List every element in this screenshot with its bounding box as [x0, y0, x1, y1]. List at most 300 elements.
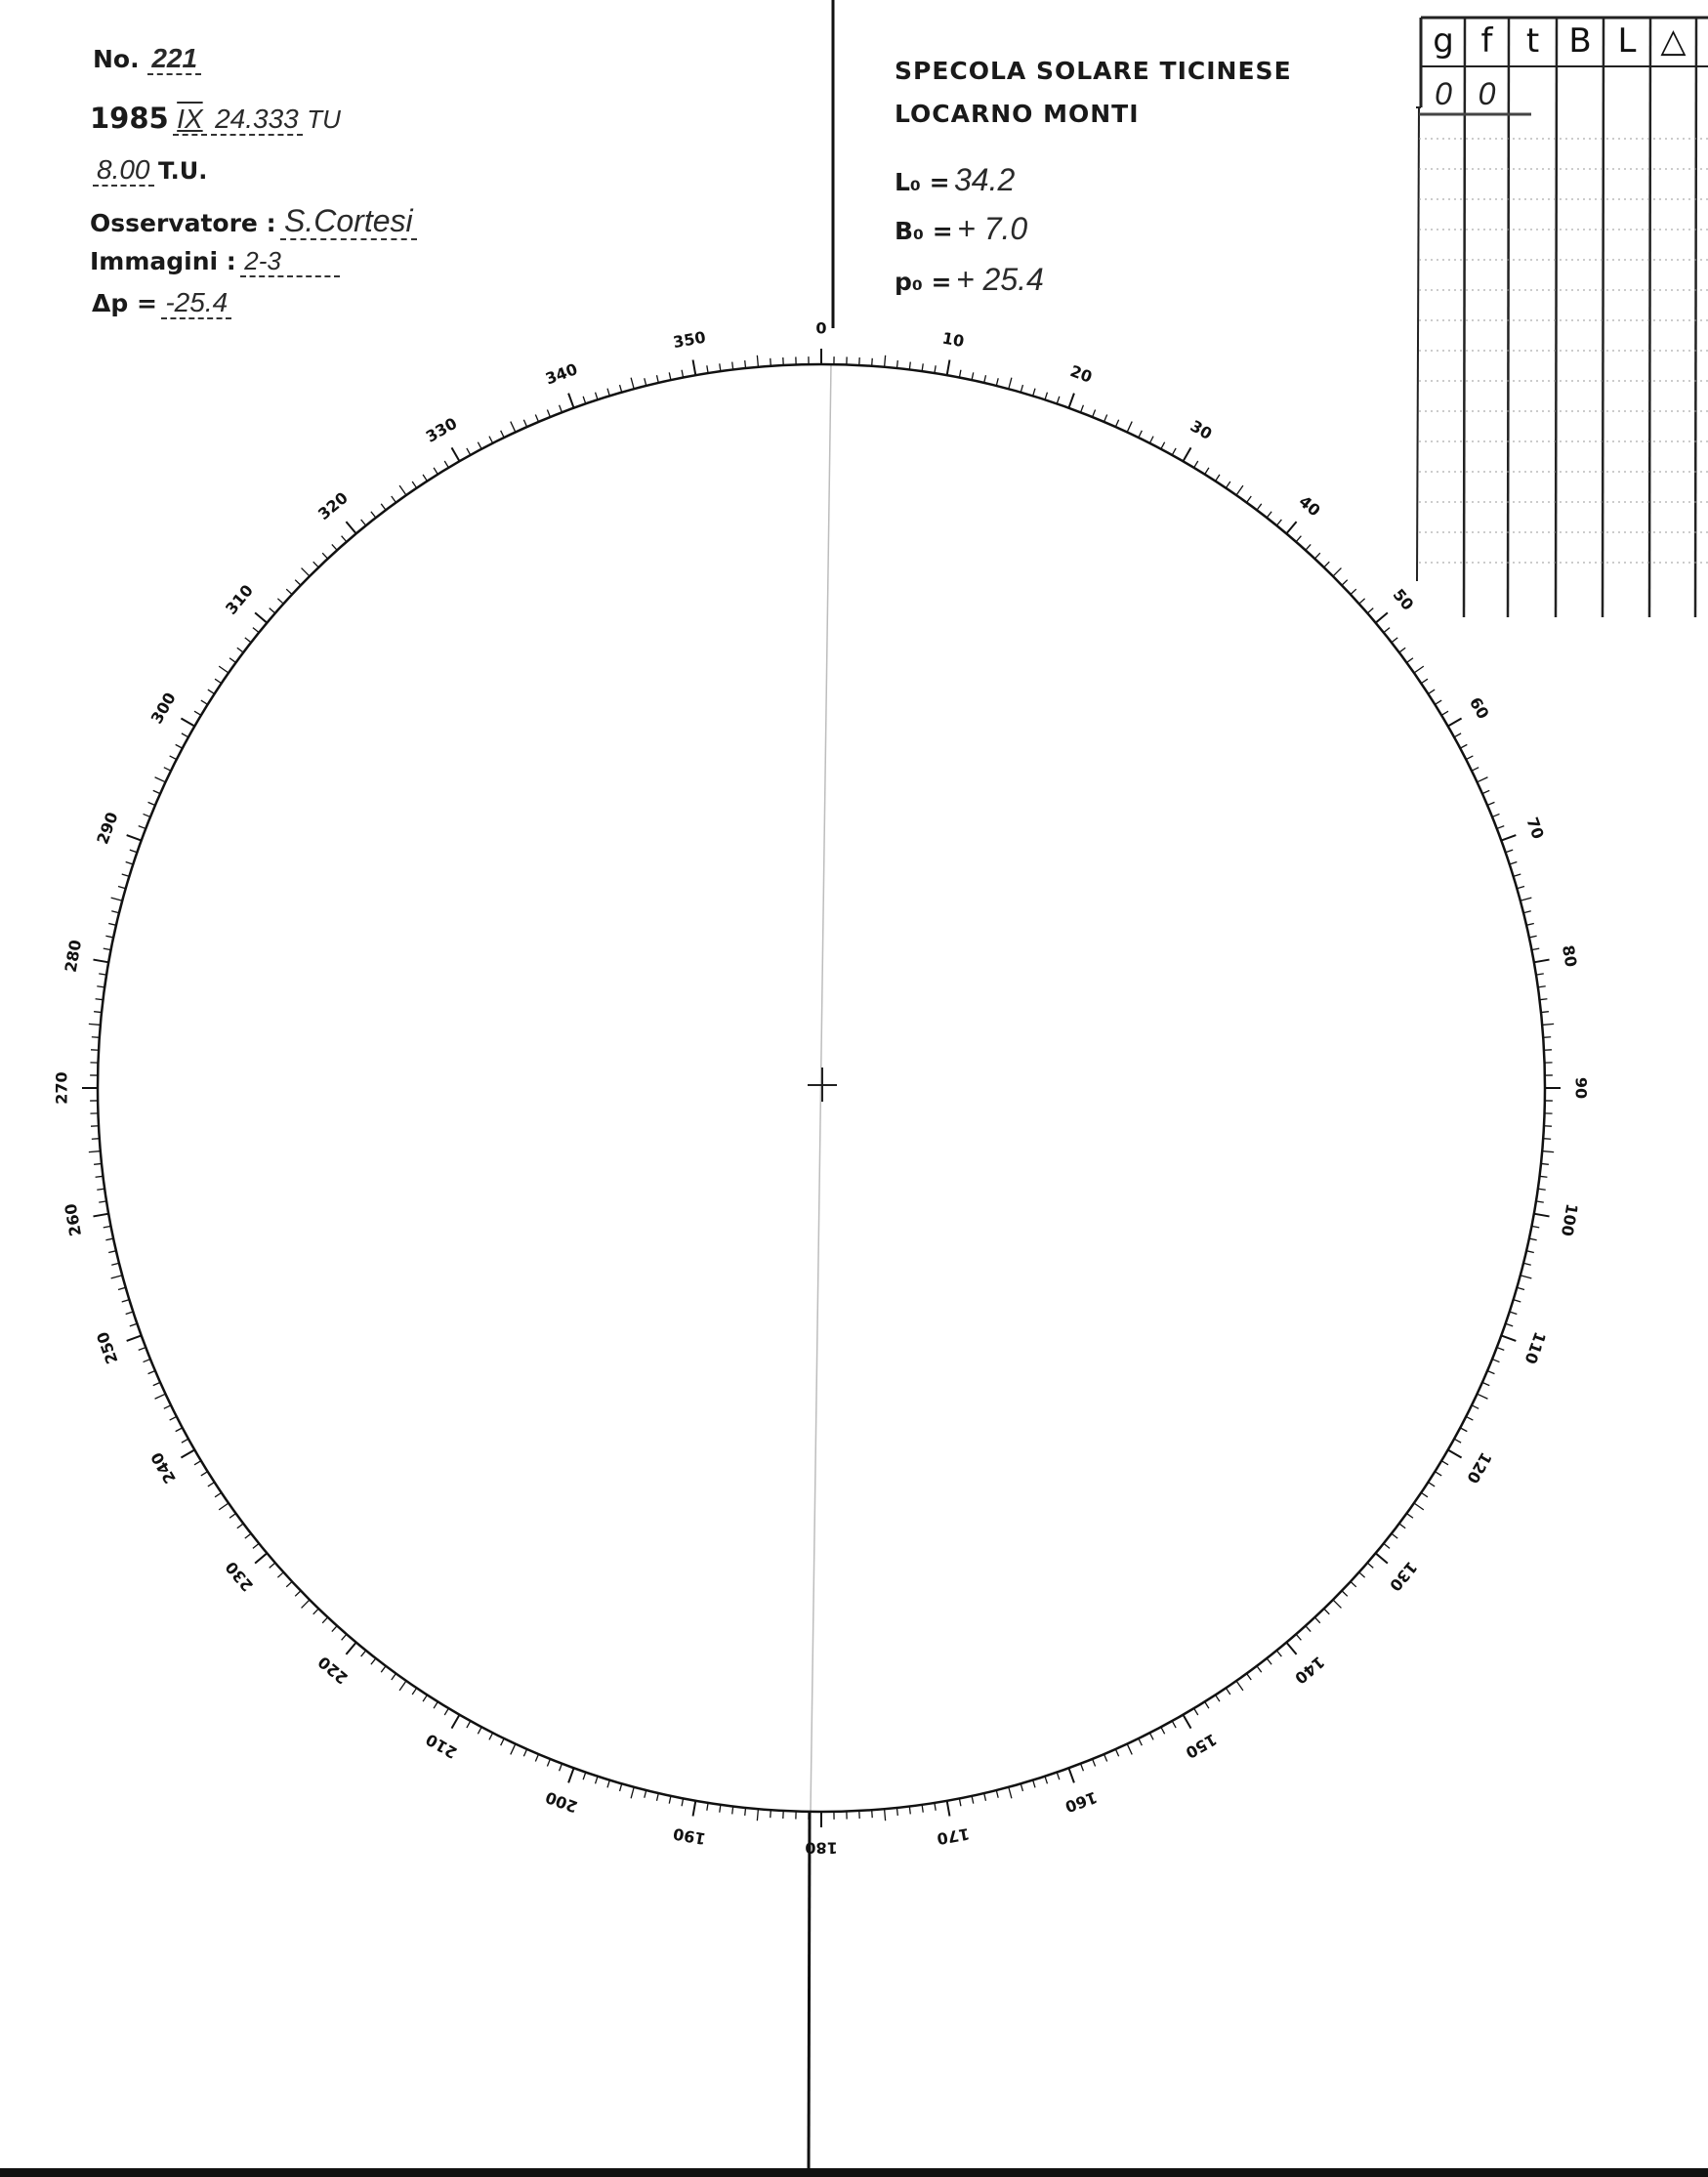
degree-tick: [607, 1780, 609, 1788]
degree-tick: [1478, 1394, 1488, 1399]
date-year: 1985: [90, 102, 169, 135]
degree-tick: [201, 700, 208, 704]
degree-tick: [277, 599, 283, 604]
degree-tick: [1514, 1300, 1521, 1302]
degree-tick: [947, 360, 950, 376]
degree-tick: [885, 356, 886, 367]
degree-tick: [1045, 1777, 1047, 1784]
degree-tick: [909, 362, 910, 370]
B0-value: + 7.0: [957, 211, 1028, 246]
degree-tick: [122, 874, 130, 876]
degree-tick: [1526, 1251, 1534, 1253]
L0-label: L₀ =: [895, 168, 950, 196]
degree-tick: [153, 790, 160, 793]
degree-tick: [1081, 1764, 1084, 1771]
degree-tick: [270, 1563, 275, 1568]
degree-tick: [707, 365, 708, 373]
degree-tick: [286, 589, 292, 594]
degree-tick: [1342, 1591, 1348, 1597]
degree-tick: [1351, 1581, 1356, 1586]
degree-tick: [164, 1405, 171, 1409]
degree-tick: [1306, 544, 1311, 550]
degree-tick: [511, 1744, 516, 1755]
degree-tick: [1021, 1783, 1022, 1791]
table-col-delta: △: [1660, 21, 1687, 61]
degree-tick: [1296, 536, 1301, 542]
degree-tick: [1236, 485, 1243, 495]
degree-tick: [1333, 1600, 1341, 1608]
degree-tick: [381, 504, 386, 510]
degree-tick: [1531, 1226, 1539, 1228]
degree-tick: [745, 360, 746, 368]
degree-tick: [1478, 777, 1488, 782]
degree-label: 250: [93, 1329, 122, 1367]
degree-tick: [1506, 1323, 1514, 1326]
degree-tick: [148, 802, 155, 805]
degree-tick: [108, 924, 116, 926]
degree-label: 270: [52, 1071, 71, 1105]
degree-tick: [1521, 898, 1532, 900]
degree-tick: [194, 1461, 201, 1465]
degree-tick: [148, 1371, 155, 1374]
degree-tick: [118, 887, 126, 889]
degree-tick: [984, 375, 986, 383]
degree-tick: [153, 1382, 160, 1385]
degree-label: 10: [940, 328, 966, 352]
degree-tick: [144, 814, 150, 816]
degree-label: 240: [146, 1448, 180, 1487]
degree-tick: [959, 370, 961, 378]
degree-tick: [1324, 1609, 1330, 1614]
degree-label: 150: [1182, 1730, 1221, 1763]
degree-tick: [620, 1783, 622, 1791]
degree-tick: [361, 1651, 366, 1656]
degree-tick: [1536, 974, 1544, 975]
degree-tick: [922, 1805, 923, 1813]
degree-tick: [596, 1777, 598, 1784]
degree-tick: [444, 1708, 448, 1715]
degree-tick: [144, 1360, 150, 1362]
degree-tick: [346, 1643, 355, 1654]
degree-tick: [1045, 393, 1047, 400]
degree-tick: [130, 850, 138, 853]
delta-p: [92, 287, 231, 318]
degree-tick: [1497, 1348, 1504, 1351]
table-col-f: f: [1480, 21, 1493, 61]
degree-tick: [984, 1793, 986, 1801]
degree-tick: [1149, 1733, 1153, 1739]
degree-tick: [1184, 447, 1191, 461]
degree-tick: [1149, 437, 1153, 443]
degree-tick: [547, 410, 550, 417]
degree-tick: [1068, 1768, 1073, 1782]
degree-tick: [1376, 612, 1388, 622]
degree-tick: [229, 1514, 235, 1519]
L0-row: [895, 162, 1015, 198]
bottom-edge-band: [0, 2168, 1708, 2177]
degree-tick: [757, 1809, 758, 1821]
images-label: Immagini :: [90, 247, 236, 275]
degree-tick: [1172, 448, 1176, 455]
degree-tick: [1093, 410, 1096, 417]
degree-label: 330: [422, 413, 461, 446]
degree-tick: [253, 628, 259, 633]
degree-tick: [1257, 1666, 1262, 1672]
degree-tick: [1324, 562, 1330, 567]
degree-tick: [682, 1798, 684, 1806]
degree-label: 350: [671, 327, 708, 353]
degree-tick: [392, 496, 396, 502]
degree-label: 30: [1187, 416, 1216, 444]
L0-value: 34.2: [953, 162, 1016, 197]
degree-tick: [478, 442, 481, 449]
sheet-number: [93, 43, 201, 74]
degree-tick: [176, 744, 183, 748]
degree-tick: [181, 719, 194, 727]
degree-tick: [1414, 1503, 1424, 1510]
degree-tick: [732, 1806, 733, 1814]
degree-label: 40: [1295, 491, 1324, 521]
degree-tick: [707, 1803, 708, 1811]
degree-tick: [1441, 711, 1448, 715]
degree-tick: [371, 512, 376, 518]
degree-tick: [1161, 1727, 1165, 1734]
p0-value: + 25.4: [955, 262, 1044, 297]
degree-tick: [1276, 520, 1281, 525]
degree-tick: [313, 562, 319, 567]
degree-tick: [208, 690, 215, 693]
degree-tick: [501, 431, 505, 438]
degree-tick: [620, 385, 622, 393]
degree-tick: [99, 1201, 106, 1202]
degree-tick: [523, 420, 526, 427]
degree-tick: [286, 1581, 292, 1586]
degree-tick: [176, 1428, 183, 1432]
degree-tick: [631, 1787, 634, 1799]
observation-time: [93, 154, 207, 186]
degree-tick: [501, 1738, 505, 1745]
degree-tick: [1194, 1708, 1198, 1715]
degree-tick: [1454, 733, 1461, 737]
degree-tick: [97, 986, 104, 987]
degree-tick: [126, 1312, 134, 1314]
degree-tick: [122, 1300, 130, 1302]
degree-tick: [1534, 960, 1550, 963]
degree-tick: [118, 1287, 126, 1289]
observatory-name-line1: SPECOLA SOLARE TICINESE: [895, 57, 1292, 85]
table-cell-g: 0: [1435, 75, 1452, 111]
delta-p-value: -25.4: [161, 287, 231, 319]
B0-row: [895, 211, 1027, 247]
degree-tick: [237, 648, 243, 652]
degree-tick: [583, 397, 586, 404]
degree-tick: [1276, 1651, 1281, 1656]
degree-tick: [295, 1591, 301, 1597]
degree-tick: [1529, 1238, 1537, 1240]
images-value: 2-3: [240, 246, 340, 277]
degree-tick: [1517, 1287, 1524, 1289]
degree-label: 180: [805, 1838, 838, 1858]
degree-tick: [201, 1472, 208, 1476]
degree-tick: [182, 733, 188, 737]
degree-tick: [467, 1721, 471, 1728]
degree-tick: [959, 1798, 961, 1806]
degree-tick: [1487, 1371, 1494, 1374]
degree-tick: [1521, 1276, 1532, 1278]
date-suffix: TU: [307, 105, 341, 134]
degree-tick: [215, 1492, 222, 1496]
degree-tick: [170, 1416, 177, 1420]
degree-tick: [1539, 1176, 1547, 1177]
date-day: 24.333: [211, 104, 303, 136]
table-col-t: t: [1525, 21, 1540, 61]
degree-tick: [322, 553, 327, 559]
degree-label: 50: [1389, 585, 1418, 614]
degree-tick: [92, 1037, 100, 1038]
degree-tick: [645, 1790, 646, 1798]
degree-tick: [1510, 862, 1518, 864]
degree-tick: [111, 898, 123, 900]
degree-tick: [1406, 1514, 1412, 1519]
degree-tick: [1009, 378, 1012, 390]
degree-tick: [1286, 1643, 1296, 1654]
degree-tick: [104, 1226, 111, 1228]
degree-tick: [1359, 1572, 1365, 1577]
degree-tick: [1506, 850, 1514, 853]
degree-tick: [583, 1773, 586, 1780]
degree-tick: [1539, 999, 1547, 1000]
degree-tick: [452, 447, 460, 461]
B0-label: B₀ =: [895, 217, 953, 245]
degree-tick: [108, 1251, 116, 1253]
degree-tick: [332, 544, 337, 550]
degree-tick: [523, 1749, 526, 1756]
degree-tick: [732, 362, 733, 370]
degree-label: 260: [61, 1201, 86, 1238]
degree-tick: [361, 520, 366, 525]
degree-tick: [1514, 874, 1521, 876]
degree-label: 120: [1463, 1448, 1496, 1487]
degree-tick: [94, 1163, 102, 1164]
degree-tick: [342, 536, 347, 542]
degree-tick: [412, 1688, 416, 1695]
table-cell-f: 0: [1478, 75, 1496, 111]
degree-tick: [277, 1572, 283, 1577]
bottom-axis-line: [809, 1813, 810, 2177]
degree-label: 200: [542, 1787, 580, 1817]
degree-tick: [1501, 835, 1516, 840]
degree-tick: [1205, 468, 1209, 475]
degree-tick: [219, 666, 229, 673]
degree-label: 20: [1067, 361, 1095, 387]
degree-tick: [935, 365, 936, 373]
degree-tick: [657, 1793, 659, 1801]
degree-tick: [896, 360, 897, 368]
degree-tick: [909, 1806, 910, 1814]
degree-tick: [489, 1733, 493, 1739]
degree-tick: [322, 1617, 327, 1623]
degree-tick: [1184, 1715, 1191, 1729]
degree-tick: [568, 1768, 573, 1782]
observer-value: S.Cortesi: [280, 203, 417, 240]
degree-tick: [1536, 1201, 1544, 1202]
degree-tick: [96, 1176, 104, 1177]
degree-tick: [1216, 1695, 1220, 1701]
degree-tick: [1482, 1382, 1489, 1385]
degree-tick: [245, 638, 251, 643]
degree-tick: [130, 1323, 138, 1326]
degree-tick: [1543, 1139, 1551, 1140]
degree-tick: [1009, 1787, 1012, 1799]
degree-label: 80: [1558, 943, 1581, 969]
degree-tick: [96, 999, 104, 1000]
degree-tick: [313, 1609, 319, 1614]
time-label: T.U.: [157, 157, 208, 185]
degree-tick: [693, 360, 696, 376]
degree-tick: [392, 1673, 396, 1679]
degree-tick: [434, 1701, 437, 1708]
degree-tick: [467, 448, 471, 455]
summary-table-dotted-rows: [1419, 139, 1708, 563]
degree-tick: [1448, 719, 1462, 727]
date-month: IX: [173, 104, 206, 136]
degree-tick: [332, 1626, 337, 1632]
degree-tick: [1542, 1151, 1554, 1152]
degree-tick: [1057, 397, 1060, 404]
degree-tick: [996, 378, 998, 386]
degree-tick: [885, 1809, 886, 1821]
degree-tick: [1392, 638, 1397, 643]
degree-label: 210: [422, 1730, 461, 1763]
degree-tick: [1523, 1263, 1531, 1265]
degree-tick: [97, 1189, 104, 1190]
degree-tick: [155, 777, 166, 782]
degree-tick: [922, 363, 923, 371]
degree-tick: [1466, 1416, 1473, 1420]
degree-label: 160: [1062, 1787, 1101, 1817]
degree-tick: [1314, 1617, 1319, 1623]
degree-label: 320: [314, 488, 352, 524]
degree-tick: [1247, 496, 1252, 502]
degree-tick: [1526, 924, 1534, 926]
degree-tick: [631, 378, 634, 390]
degree-tick: [872, 358, 873, 366]
degree-tick: [139, 826, 146, 829]
degree-tick: [434, 468, 437, 475]
degree-tick: [1236, 1681, 1243, 1691]
degree-label: 70: [1522, 815, 1548, 842]
degree-tick: [127, 1335, 142, 1340]
degree-tick: [1541, 1163, 1549, 1164]
degree-tick: [1267, 512, 1271, 518]
degree-tick: [1542, 1024, 1554, 1025]
degree-tick: [111, 1263, 119, 1265]
degree-tick: [1068, 394, 1073, 408]
observer: [90, 203, 417, 239]
degree-label: 130: [1385, 1558, 1421, 1595]
degree-tick: [104, 948, 111, 950]
degree-tick: [208, 1483, 215, 1486]
degree-label: 300: [146, 689, 180, 728]
degree-tick: [229, 658, 235, 663]
degree-tick: [1333, 568, 1341, 576]
degree-tick: [105, 936, 113, 938]
p0-row: [895, 262, 1044, 298]
degree-tick: [92, 1139, 100, 1140]
degree-tick: [237, 1524, 243, 1528]
degree-tick: [669, 372, 671, 380]
degree-tick: [478, 1727, 481, 1734]
degree-tick: [657, 375, 659, 383]
degree-tick: [381, 1666, 386, 1672]
degree-tick: [1139, 1738, 1143, 1745]
degree-tick: [270, 608, 275, 613]
degree-tick: [94, 1214, 109, 1217]
degree-tick: [1543, 1037, 1551, 1038]
degree-tick: [1205, 1701, 1209, 1708]
degree-tick: [1454, 1439, 1461, 1443]
degree-tick: [342, 1634, 347, 1640]
degree-label: 280: [61, 938, 86, 975]
degree-tick: [1538, 986, 1546, 987]
degree-tick: [1286, 522, 1296, 533]
degree-tick: [720, 1805, 721, 1813]
degree-tick: [89, 1151, 101, 1152]
degree-tick: [346, 522, 355, 533]
degree-tick: [194, 711, 201, 715]
degree-tick: [1534, 1214, 1550, 1217]
degree-tick: [1247, 1673, 1252, 1679]
degree-label: 60: [1465, 693, 1493, 723]
degree-tick: [1460, 1428, 1467, 1432]
degree-tick: [423, 1695, 427, 1701]
degree-tick: [596, 393, 598, 400]
degree-tick: [1033, 1780, 1035, 1788]
degree-tick: [547, 1759, 550, 1766]
degree-tick: [164, 768, 171, 772]
degree-tick: [1428, 1483, 1435, 1486]
degree-tick: [444, 461, 448, 468]
degree-tick: [1127, 1744, 1132, 1755]
p0-label: p₀ =: [895, 268, 952, 296]
degree-tick: [1492, 1360, 1499, 1362]
degree-tick: [182, 1439, 188, 1443]
degree-tick: [1531, 948, 1539, 950]
degree-tick: [155, 1394, 166, 1399]
degree-tick: [1104, 415, 1107, 422]
degree-tick: [255, 1553, 267, 1563]
degree-tick: [219, 1503, 229, 1510]
degree-tick: [1267, 1658, 1271, 1664]
degree-tick: [302, 1600, 310, 1608]
degree-label: 230: [222, 1558, 258, 1595]
observation-date: [90, 102, 341, 135]
sheet-number-label: No.: [93, 45, 140, 73]
degree-tick: [139, 1348, 146, 1351]
degree-tick: [560, 1764, 562, 1771]
degree-tick: [371, 1658, 376, 1664]
degree-tick: [1541, 1012, 1549, 1013]
degree-tick: [1466, 756, 1473, 760]
degree-tick: [1296, 1634, 1301, 1640]
degree-tick: [1435, 1472, 1441, 1476]
degree-tick: [872, 1810, 873, 1818]
delta-p-label: Δp =: [92, 289, 157, 317]
degree-tick: [1441, 1461, 1448, 1465]
degree-tick: [511, 422, 516, 433]
degree-tick: [1501, 1335, 1516, 1340]
degree-tick: [645, 378, 646, 386]
